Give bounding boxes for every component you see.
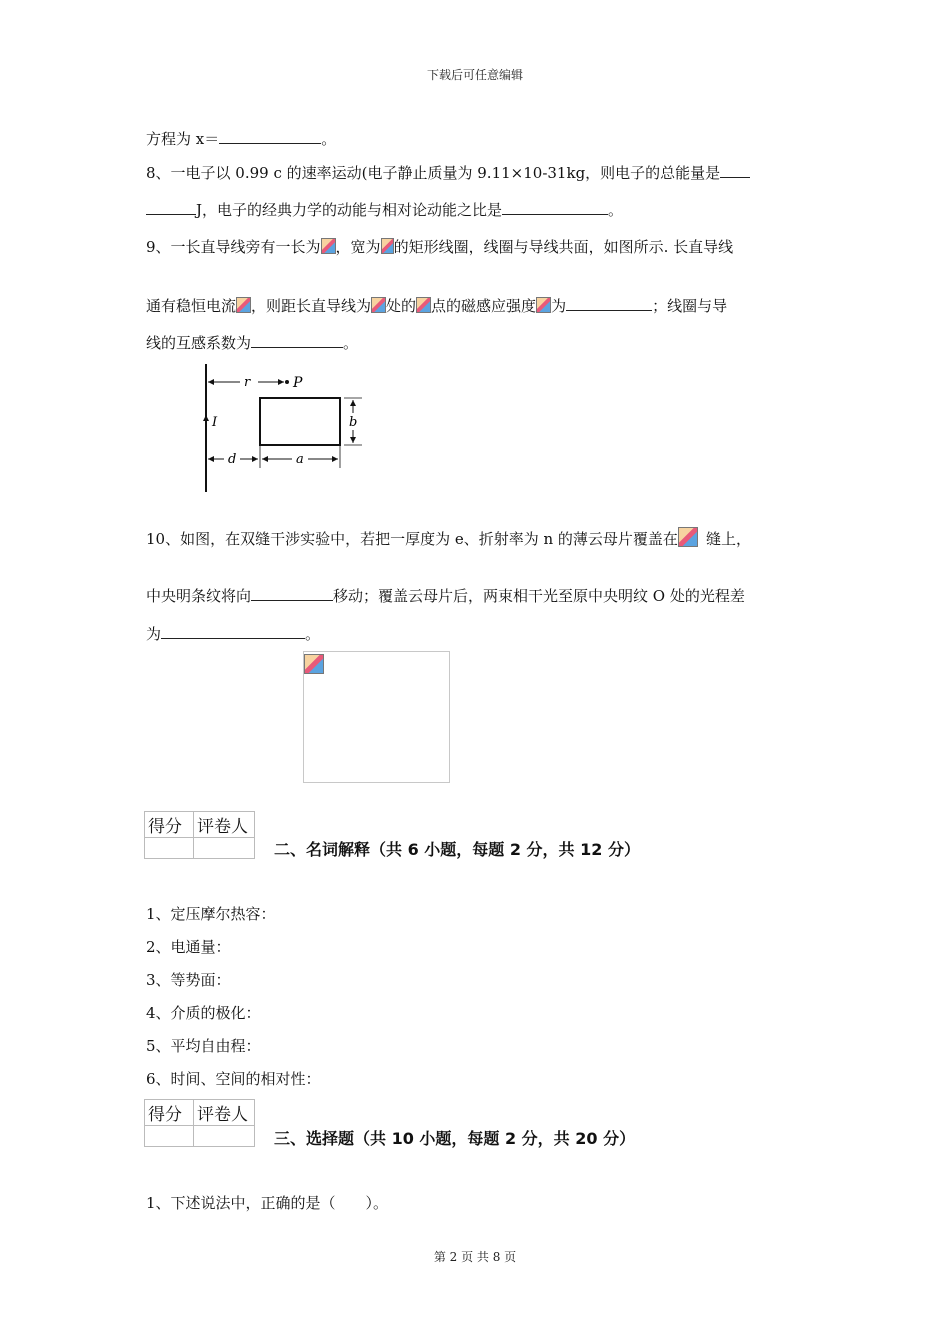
point-P [285,380,289,384]
q8-end: 。 [608,201,624,219]
q8-text: 8、一电子以 0.99 c 的速率运动(电子静止质量为 9.11×10-31kg，则电子的总能量是 [146,164,721,182]
term-item: 2、电通量： [146,938,231,956]
broken-image-icon [304,654,324,674]
label-a: a [296,452,304,467]
question-9-line-1 [146,236,733,257]
formula-image-icon [416,297,431,313]
formula-image-icon [236,297,251,313]
question-8-line-1 [146,162,750,183]
q9-text: 。 [343,334,359,352]
answer-blank[interactable] [219,129,321,144]
term-item: 3、等势面： [146,971,231,989]
score-label: 得分 [145,812,194,838]
answer-blank[interactable] [146,200,196,215]
section-2-title: 二、名词解释（共 6 小题，每题 2 分，共 12 分） [274,840,640,859]
q10-text: 10、如图，在双缝干涉实验中，若把一厚度为 e、折射率为 n 的薄云母片覆盖在 [146,530,678,548]
q10-text: 为 [146,625,162,643]
label-I: I [212,415,218,430]
q10-text: 。 [305,625,321,643]
q9-text: ；线圈与导 [652,297,728,315]
term-item: 4、介质的极化： [146,1004,261,1022]
label-b: b [349,415,358,430]
question-8-line-2 [146,199,623,220]
question-9-line-3 [146,332,358,353]
double-slit-figure-placeholder [303,651,450,783]
q7-suffix: 。 [321,130,337,148]
q9-text: 点的磁感应强度 [431,297,537,315]
question-7-continuation [146,128,336,149]
q10-text: 中央明条纹将向 [146,587,252,605]
rectangular-loop [260,398,340,445]
question-10-line-2 [146,585,745,606]
score-table [144,811,255,859]
q8-text-2: J，电子的经典力学的动能与相对论动能之比是 [196,201,503,219]
q9-text: 的矩形线圈，线圈与导线共面，如图所示. 长直导线 [393,238,734,256]
formula-image-icon [381,238,394,254]
question-10-line-3 [146,623,320,644]
section-3-title: 三、选择题（共 10 小题，每题 2 分，共 20 分） [274,1129,636,1148]
answer-blank[interactable] [161,624,305,639]
answer-blank[interactable] [566,296,652,311]
answer-blank[interactable] [251,333,343,348]
q9-text: 9、一长直导线旁有一长为 [146,238,321,256]
score-label: 得分 [145,1100,194,1126]
question-10-line-1 [146,527,751,549]
q9-text: 线的互感系数为 [146,334,252,352]
formula-image-icon [678,527,698,547]
q9-text: 处的 [386,297,417,315]
q9-text: 为 [551,297,567,315]
q9-text: ，则距长直导线为 [251,297,372,315]
q10-text: 移动；覆盖云母片后，两束相干光至原中央明纹 O 处的光程差 [333,587,745,605]
q7-prefix: 方程为 x＝ [146,130,220,148]
answer-blank[interactable] [502,200,608,215]
term-item: 6、时间、空间的相对性： [146,1070,321,1088]
formula-image-icon [321,238,336,254]
formula-image-icon [536,297,551,313]
score-table [144,1099,255,1147]
term-item: 5、平均自由程： [146,1037,261,1055]
reviewer-cell[interactable] [194,1126,255,1147]
q9-text: ，宽为 [335,238,381,256]
reviewer-label: 评卷人 [194,812,255,838]
answer-blank[interactable] [251,586,333,601]
term-item: 1、定压摩尔热容： [146,905,276,923]
reviewer-cell[interactable] [194,838,255,859]
choice-question-1: 1、下述说法中，正确的是（ ）。 [146,1194,389,1212]
answer-blank[interactable] [720,163,750,178]
score-cell[interactable] [145,838,194,859]
label-r: r [244,375,251,390]
q9-text: 通有稳恒电流 [146,297,237,315]
q10-text: 缝上， [705,530,751,548]
reviewer-label: 评卷人 [194,1100,255,1126]
wire-loop-figure [196,360,366,495]
label-P: P [293,375,303,391]
formula-image-icon [371,297,386,313]
score-cell[interactable] [145,1126,194,1147]
page-header: 下载后可任意编辑 [426,68,523,82]
page-footer: 第 2 页 共 8 页 [433,1250,517,1264]
question-9-line-2 [146,295,727,316]
label-d: d [228,452,237,467]
